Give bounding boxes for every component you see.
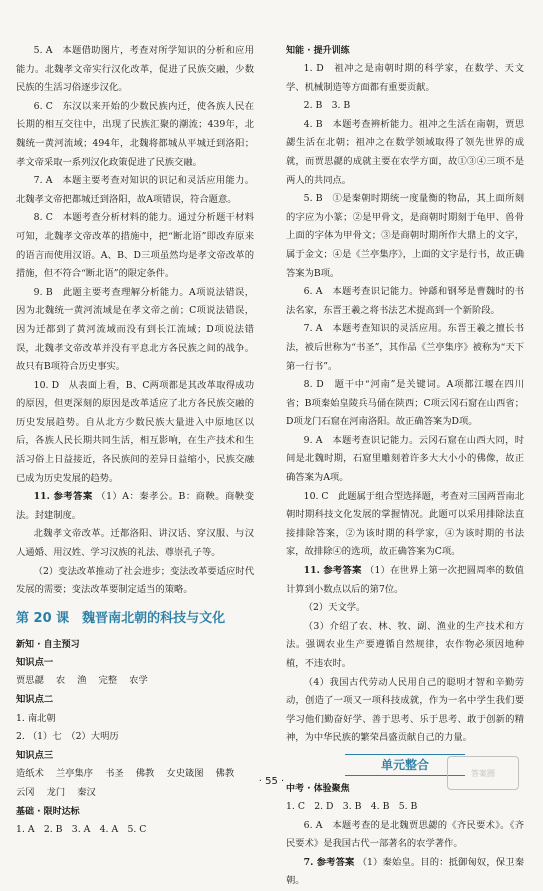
kw-item: 造纸术 — [16, 768, 44, 780]
kw-item: 云冈 — [16, 786, 35, 798]
kw-item: 兰亭集序 — [55, 768, 94, 780]
knowledge-point-1: 知识点一 — [16, 656, 54, 668]
lesson-title: 第 20 课 魏晋南北朝的科技与文化 — [16, 610, 226, 626]
advance-answer-10: 10. C 此题属于组合型选择题，考查对三国两晋南北朝时期科技文化发展的掌握情况。此题可以采用排除法直接排除答案，②为该时期的科学家，④为该时期的书法家，故排除④的选项，故正确答案为C项。 — [286, 490, 524, 558]
exam-answers-1-5: 1. C 2. D 3. B 4. B 5. B — [286, 800, 418, 812]
advance-answer-1: 1. D 祖冲之是南朝时期的科学家，在数学、天文学、机械制造等方面都有重要贡献。 — [286, 63, 524, 93]
kw-item: 佛教 — [135, 768, 155, 780]
exam-answer-6: 6. A 本题考查的是北魏贾思勰的《齐民要术》。《齐民要术》是我国古代一部著名的农学著作。 — [286, 819, 524, 850]
answer-7: 7. A 本题主要考查对知识的识记和灵活应用能力。北魏孝文帝把都城迁到洛阳，故A项错误，符合题意。 — [16, 175, 254, 205]
section-preview-heading: 新知 · 自主预习 — [16, 639, 80, 650]
kw-item: 佛教 — [215, 768, 235, 780]
advance-answer-7: 7. A 本题考查知识的灵活应用。东晋王羲之擅长书法，被后世称为“书圣”，其作品《兰亭集序》被称为“天下第一行书”。 — [286, 323, 524, 372]
reference-answer-label: 11. 参考答案 — [33, 491, 93, 503]
kw-item: 农学 — [129, 675, 148, 687]
knowledge-point-2: 知识点二 — [16, 694, 54, 705]
advance-answer-5: 5. B ①是秦朝时期统一度量衡的物品，其上面所刻的字应为小篆；②是甲骨文，是商朝时期刻于龟甲、兽骨上面的字体为甲骨文；③是商朝时期所作大鼎上的文字，属于金文；④是《兰亭集序》，上面的文字是行书，故正确答案为B项。 — [286, 193, 524, 279]
answer-8: 8. C 本题考查分析材料的能力。通过分析题干材料可知，北魏孝文帝改革的措施中，把“断北语”即改弃原来的语言而使用汉语。A、B、D三项虽然均是孝文帝改革的措施，但不符合“断北语”的限定条件。 — [16, 212, 254, 280]
kw-item: 龙门 — [46, 786, 66, 798]
kw-item: 秦汉 — [77, 786, 96, 798]
knowledge-point-2-line1: 1. 南北朝 — [16, 712, 56, 724]
unit-title: 单元整合 — [345, 754, 465, 776]
basic-answers: 1. A 2. B 3. A 4. A 5. C — [16, 823, 147, 835]
knowledge-point-3: 知识点三 — [16, 749, 54, 761]
advance-answer-11-part4: （4）我国古代劳动人民用自己的聪明才智和辛勤劳动，创造了一项又一项科技成就，作为一名中学生我们要学习他们勤奋好学、善于思考、乐于思考、敢于创新的精神，为中华民族的繁荣昌盛贡献自己的力量。 — [286, 676, 524, 744]
advance-answer-4: 4. B 本题考查辨析能力。祖冲之生活在南朝，贾思勰生活在北朝；祖冲之在数学领域取得了领先世界的成就，而贾思勰的成就主要在农学方面，故①③④三项不是两人的共同点。 — [286, 118, 524, 186]
kw-item: 书圣 — [105, 768, 124, 780]
knowledge-point-2-line2: 2. （1）七 （2）大明历 — [16, 731, 119, 743]
exam-answer-7 — [286, 854, 524, 891]
kw-item: 农 — [55, 675, 66, 687]
advance-answer-8: 8. D 题干中“河南”是关键词。A项都江堰在四川省；B项秦始皇陵兵马俑在陕西；C项云冈石窟在山西省；D项龙门石窟在河南洛阳。故正确答案为D项。 — [286, 379, 524, 428]
kw-item: 女史箴图 — [166, 768, 204, 780]
kw-item: 渔 — [77, 675, 87, 687]
kw-item: 完整 — [98, 675, 118, 687]
reference-answer-label: 7. 参考答案 — [303, 856, 355, 868]
advance-answer-11-part1: （1）在世界上第一次把圆周率的数值计算到小数点以后的第7位。 — [286, 565, 524, 595]
advance-answer-9: 9. A 本题考查识记能力。云冈石窟在山西大同，时间是北魏时期，石窟里雕刻着许多大大小小的佛像，故正确答案为A项。 — [286, 434, 524, 484]
left-column — [16, 42, 254, 839]
answer-11-part1: （1）A：秦孝公。B：商鞅。商鞅变法。封建制度。 — [16, 491, 254, 521]
advance-answer-6: 6. A 本题考查识记能力。钟繇和钢琴是曹魏时的书法名家，东晋王羲之将书法艺术提高到一个新阶段。 — [286, 286, 524, 316]
advance-answer-11-part2: （2）天文学。 — [303, 602, 366, 614]
advance-answer-2-3: 2. B 3. B — [303, 100, 351, 112]
answer-11-part2: （2）变法改革推动了社会进步；变法改革要适应时代发展的需要；变法改革要制定适当的策略。 — [16, 565, 254, 596]
answer-10: 10. D 从表面上看，B、C两项都是其改革取得成功的原因，但更深刻的原因是改革适应了北方各民族交融的历史发展趋势。自从北方少数民族大量进入中原地区以后，各族人民长期共同生活，相互影响，在生产技术和生活习俗上日益接近，各民族间的差异日益缩小，民族交融已成为历史发展的趋势。 — [16, 379, 254, 484]
answer-11-part1b: 北魏孝文帝改革。迁都洛阳、讲汉话、穿汉服、与汉人通婚、用汉姓、学习汉族的礼法、尊崇孔子等。 — [16, 528, 254, 559]
kw-item: 贾思勰 — [16, 675, 44, 687]
section-exam-heading: 中考 · 体验聚焦 — [286, 783, 350, 794]
answer-11 — [16, 488, 254, 525]
answer-9: 9. B 此题主要考查理解分析能力。A项说法错误，因为北魏统一黄河流域是在孝文帝之前；C项说法错误，因为迁都到了黄河流域而没有到长江流域；D项说法错误，北魏孝文帝改革并没有平息北方各民族之间的战争。故只有B项符合历史事实。 — [16, 286, 254, 373]
page-number: · 55 · — [258, 776, 285, 787]
section-advance-heading: 知能 · 提升训练 — [286, 46, 350, 56]
advance-answer-11-part3: （3）介绍了农、林、牧、副、渔业的生产技术和方法。强调农业生产要遵循自然规律，农作物必须因地种植，不违农时。 — [286, 620, 524, 669]
section-basic-heading: 基础 · 限时达标 — [16, 806, 80, 817]
answer-6: 6. C 东汉以来开始的少数民族内迁，使各族人民在长期的相互交往中，出现了民族汇聚的潮流；439年，北魏统一黄河流域；494年，北魏将都城从平城迁到洛阳；孝文帝采取一系列汉化政策促进了民族交融。 — [16, 100, 254, 168]
knowledge-point-1-items — [16, 672, 254, 691]
watermark-logo: 答案圈 — [447, 756, 519, 790]
reference-answer-label: 11. 参考答案 — [303, 565, 362, 577]
answer-5: 5. A 本题借助图片，考查对所学知识的分析和应用能力。北魏孝文帝实行汉化改革，促进了民族交融，少数民族的生活习俗逐步汉化。 — [16, 45, 254, 94]
exam-answer-7-text: （1）秦始皇。目的：抵御匈奴，保卫秦朝。 — [286, 856, 524, 887]
advance-answer-11 — [286, 562, 524, 599]
